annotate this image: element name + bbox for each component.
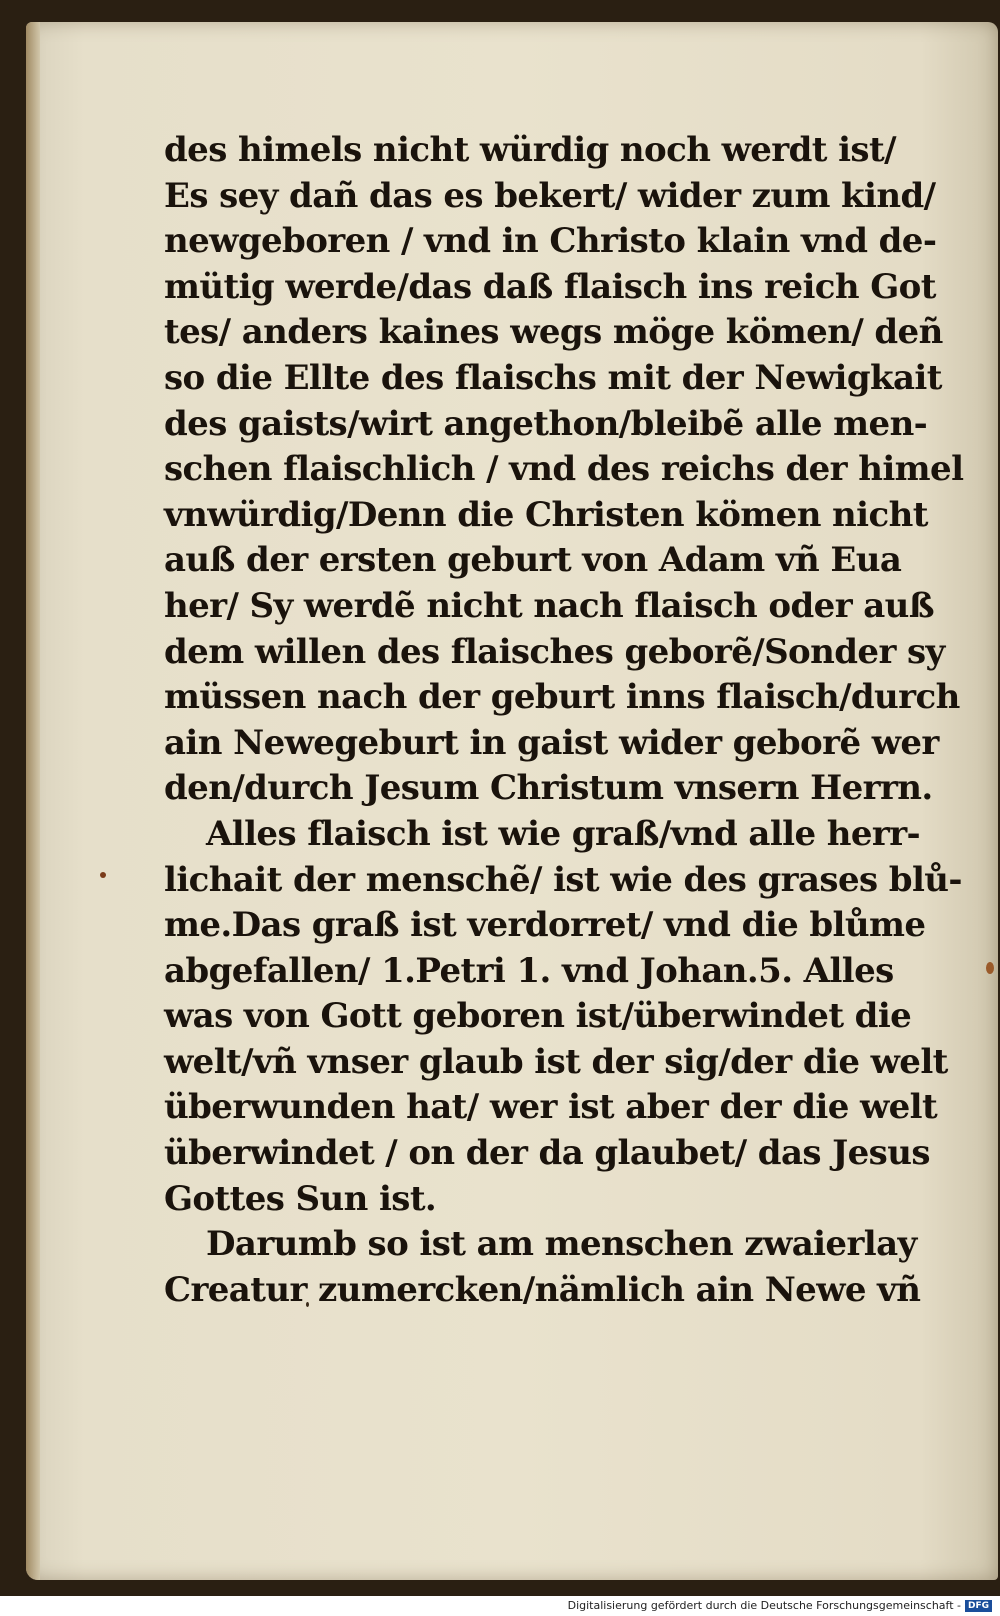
- text-line: Creatur zumercken/nämlich ain Newe vñ: [164, 1269, 921, 1310]
- digitization-credit: [0, 1596, 1000, 1616]
- text-line: so die Ellte des flaischs mit der Newigkait: [164, 357, 942, 398]
- ink-spot: [100, 872, 106, 878]
- text-line: vnwürdig/Denn die Christen kömen nicht: [164, 494, 928, 535]
- text-line: ain Newegeburt in gaist wider geborẽ wer: [164, 722, 939, 763]
- text-line: des himels nicht würdig noch werdt ist/: [164, 130, 896, 170]
- text-line: Es sey dañ das es bekert/ wider zum kind/: [164, 175, 936, 216]
- paragraph-start-line: Darumb so ist am menschen zwaierlay: [206, 1224, 917, 1265]
- credit-text: Digitalisierung gefördert durch die Deutsche Forschungsgemeinschaft -: [567, 1599, 961, 1612]
- margin-stain: [986, 962, 994, 974]
- text-line: müssen nach der geburt inns flaisch/durch: [164, 677, 960, 718]
- text-line: newgeboren / vnd in Christo klain vnd de-: [164, 221, 937, 262]
- text-line: me.Das graß ist verdorret/ vnd die blůme: [164, 905, 926, 946]
- text-line: dem willen des flaisches geborẽ/Sonder sy: [164, 631, 945, 672]
- page-binding-edge: [26, 22, 40, 1580]
- text-line: tes/ anders kaines wegs möge kömen/ deñ: [164, 312, 943, 353]
- text-line: her/ Sy werdẽ nicht nach flaisch oder auß: [164, 585, 935, 626]
- text-line: lichait der menschẽ/ ist wie des grases blů-: [164, 859, 962, 900]
- text-line: des gaists/wirt angethon/bleibẽ alle men-: [164, 403, 928, 444]
- text-line: Gottes Sun ist.: [164, 1178, 437, 1219]
- text-line: überwunden hat/ wer ist aber der die welt: [164, 1087, 938, 1128]
- text-line: überwindet / on der da glaubet/ das Jesus: [164, 1133, 930, 1174]
- page-text: [164, 128, 964, 1313]
- text-line: abgefallen/ 1.Petri 1. vnd Johan.5. Alles: [164, 950, 894, 991]
- dfg-logo: DFG: [965, 1600, 992, 1612]
- text-line: den/durch Jesum Christum vnsern Herrn.: [164, 768, 933, 809]
- text-line: auß der ersten geburt von Adam vñ Eua: [164, 540, 902, 581]
- text-line: welt/vñ vnser glaub ist der sig/der die welt: [164, 1041, 948, 1082]
- text-line: was von Gott geboren ist/überwindet die: [164, 996, 912, 1037]
- paragraph-start-line: Alles flaisch ist wie graß/vnd alle herr-: [206, 813, 921, 854]
- text-line: mütig werde/das daß flaisch ins reich Got: [164, 266, 936, 307]
- text-line: schen flaischlich / vnd des reichs der himel: [164, 449, 964, 490]
